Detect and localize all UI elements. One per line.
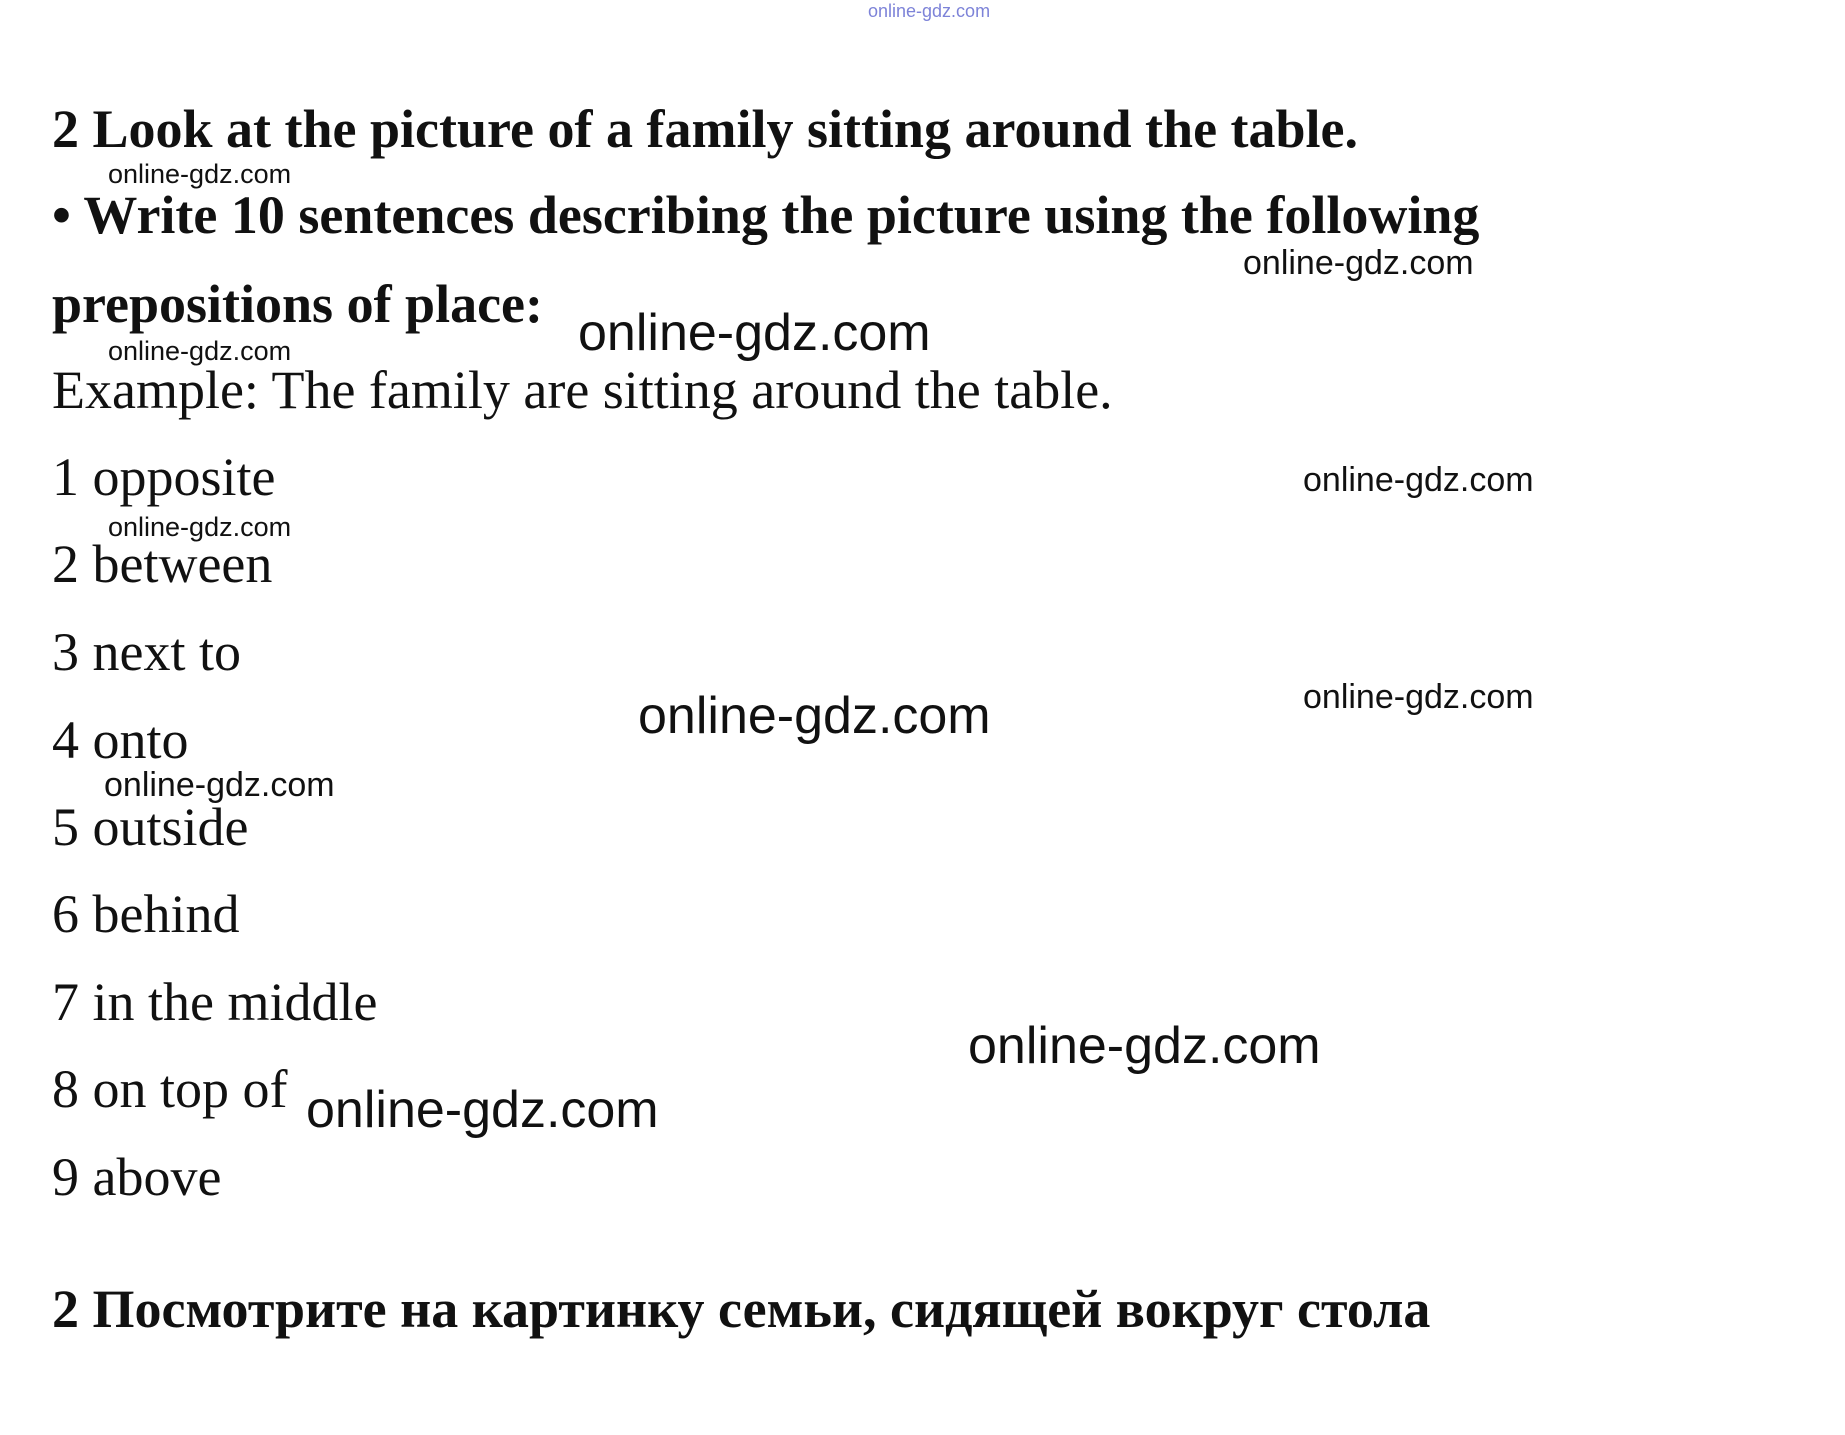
list-item: 8 on top of	[52, 1059, 288, 1119]
example-sentence: Example: The family are sitting around the table.	[52, 360, 1113, 420]
watermark: online-gdz.com	[104, 766, 335, 804]
watermark: online-gdz.com	[968, 1017, 1321, 1075]
watermark: online-gdz.com	[108, 336, 292, 366]
watermark: online-gdz.com	[1303, 461, 1534, 499]
task-instruction-line-1: • Write 10 sentences describing the picture using the following	[52, 185, 1480, 245]
list-item: 4 onto	[52, 710, 189, 770]
watermark: online-gdz.com	[578, 304, 931, 362]
watermark: online-gdz.com	[108, 512, 292, 542]
watermark: online-gdz.com	[638, 687, 991, 745]
watermark: online-gdz.com	[306, 1081, 659, 1139]
list-item: 7 in the middle	[52, 972, 378, 1032]
list-item: 2 between	[52, 534, 273, 594]
watermark: online-gdz.com	[1303, 678, 1534, 716]
header-watermark: online-gdz.com	[868, 1, 991, 21]
list-item: 3 next to	[52, 622, 241, 682]
watermark: online-gdz.com	[1243, 244, 1474, 282]
list-item: 5 outside	[52, 797, 249, 857]
task-instruction-line-2: prepositions of place:	[52, 274, 544, 334]
task-title: 2 Look at the picture of a family sitting around the table.	[52, 99, 1359, 159]
list-item: 1 opposite	[52, 447, 276, 507]
list-item: 6 behind	[52, 884, 240, 944]
list-item: 9 above	[52, 1147, 222, 1207]
translation-title: 2 Посмотрите на картинку семьи, сидящей вокруг стола	[52, 1279, 1431, 1339]
watermark: online-gdz.com	[108, 159, 292, 189]
